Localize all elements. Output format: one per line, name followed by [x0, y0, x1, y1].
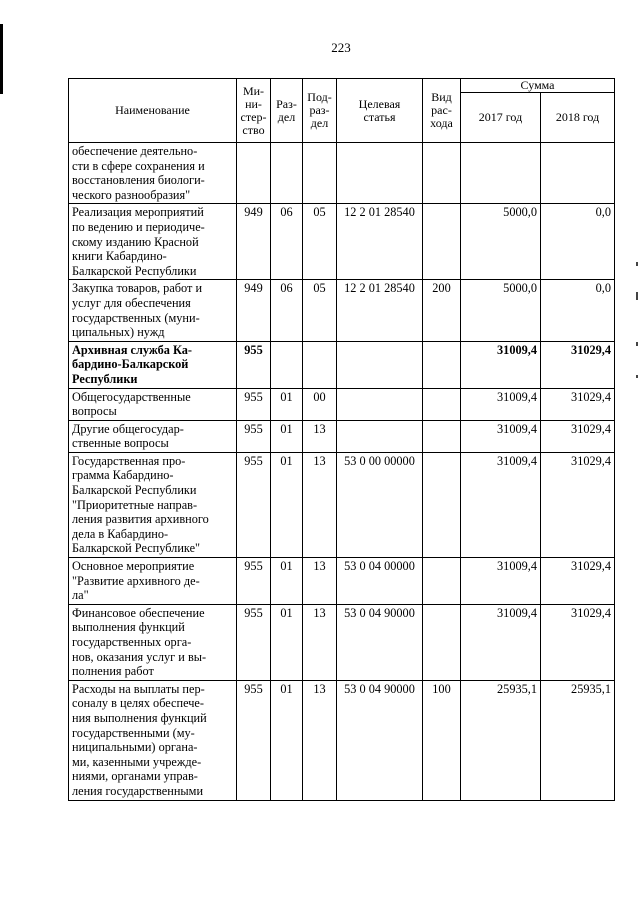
table-row	[69, 280, 615, 341]
left-margin-mark	[0, 24, 3, 94]
cell-sum-2017: 5000,0	[461, 280, 541, 341]
table-row	[69, 388, 615, 420]
header-sum: Сумма	[461, 79, 615, 93]
header-ministry: Ми- ни- стер- ство	[237, 79, 271, 143]
cell-sum-2017: 25935,1	[461, 680, 541, 800]
cell-section: 06	[271, 204, 303, 280]
cell-name: Общегосударственные вопросы	[69, 388, 237, 420]
cell-expense-type	[423, 420, 461, 452]
cell-sum-2017: 5000,0	[461, 204, 541, 280]
cell-expense-type	[423, 143, 461, 204]
cell-sum-2017: 31009,4	[461, 558, 541, 605]
cell-expense-type	[423, 388, 461, 420]
cell-ministry: 955	[237, 604, 271, 680]
cell-target-article: 53 0 00 00000	[337, 452, 423, 557]
page-number: 223	[331, 40, 351, 55]
cell-subsection: 05	[303, 280, 337, 341]
cell-ministry	[237, 143, 271, 204]
cell-ministry: 955	[237, 680, 271, 800]
cell-name: обеспечение деятельно- сти в сфере сохранения и восстановления биологи- ческого разнообразия"	[69, 143, 237, 204]
cell-subsection: 05	[303, 204, 337, 280]
cell-ministry: 955	[237, 558, 271, 605]
table-row	[69, 558, 615, 605]
cell-section	[271, 341, 303, 388]
header-expense-type: Вид рас- хода	[423, 79, 461, 143]
cell-target-article: 12 2 01 28540	[337, 204, 423, 280]
cell-ministry: 955	[237, 341, 271, 388]
cell-sum-2018: 0,0	[541, 280, 615, 341]
cell-target-article: 12 2 01 28540	[337, 280, 423, 341]
cell-expense-type	[423, 341, 461, 388]
header-section: Раз- дел	[271, 79, 303, 143]
cell-expense-type: 200	[423, 280, 461, 341]
cell-name: Финансовое обеспечение выполнения функций государственных орга- нов, оказания услуг и вы- полнения работ	[69, 604, 237, 680]
cell-subsection: 13	[303, 604, 337, 680]
cell-section: 01	[271, 604, 303, 680]
cell-section: 01	[271, 558, 303, 605]
cell-name: Закупка товаров, работ и услуг для обеспечения государственных (муни- ципальных) нужд	[69, 280, 237, 341]
cell-sum-2017: 31009,4	[461, 420, 541, 452]
table-row	[69, 452, 615, 557]
header-row	[69, 79, 615, 93]
cell-name: Государственная про- грамма Кабардино- Балкарской Республики "Приоритетные направ- ления развития архивного дела в Кабардино- Балкарской Республике"	[69, 452, 237, 557]
cell-ministry: 955	[237, 452, 271, 557]
cell-section: 06	[271, 280, 303, 341]
cell-ministry: 949	[237, 204, 271, 280]
cell-target-article	[337, 143, 423, 204]
cell-subsection: 00	[303, 388, 337, 420]
cell-name: Другие общегосудар- ственные вопросы	[69, 420, 237, 452]
table-body	[69, 143, 615, 801]
header-year-2018: 2018 год	[541, 93, 615, 143]
cell-target-article: 53 0 04 90000	[337, 680, 423, 800]
cell-sum-2018: 31029,4	[541, 420, 615, 452]
cell-name: Реализация мероприятий по ведению и периодиче- скому изданию Красной книги Кабардино- Балкарской Республики	[69, 204, 237, 280]
table-row	[69, 341, 615, 388]
cell-expense-type	[423, 558, 461, 605]
cell-target-article: 53 0 04 00000	[337, 558, 423, 605]
cell-sum-2017: 31009,4	[461, 388, 541, 420]
cell-sum-2018: 31029,4	[541, 452, 615, 557]
cell-sum-2018: 31029,4	[541, 604, 615, 680]
cell-sum-2017: 31009,4	[461, 604, 541, 680]
table-row	[69, 143, 615, 204]
right-edge-mark	[636, 262, 638, 266]
cell-subsection: 13	[303, 558, 337, 605]
cell-expense-type	[423, 452, 461, 557]
cell-name: Архивная служба Ка- бардино-Балкарской Республики	[69, 341, 237, 388]
cell-section: 01	[271, 680, 303, 800]
cell-subsection	[303, 143, 337, 204]
cell-subsection	[303, 341, 337, 388]
table-row	[69, 680, 615, 800]
cell-name: Расходы на выплаты пер- соналу в целях обеспече- ния выполнения функций государственными (му- ниципальными) органа- ми, казенными учрежде- ниями, органами управ- ления государственными	[69, 680, 237, 800]
table-row	[69, 604, 615, 680]
cell-target-article	[337, 420, 423, 452]
cell-subsection: 13	[303, 452, 337, 557]
header-year-2017: 2017 год	[461, 93, 541, 143]
cell-ministry: 955	[237, 388, 271, 420]
table-row	[69, 204, 615, 280]
cell-sum-2017	[461, 143, 541, 204]
header-target-article: Целевая статья	[337, 79, 423, 143]
cell-section: 01	[271, 452, 303, 557]
cell-ministry: 949	[237, 280, 271, 341]
table-row	[69, 420, 615, 452]
right-edge-mark	[636, 292, 638, 300]
right-edge-mark	[636, 342, 638, 346]
cell-sum-2018: 31029,4	[541, 558, 615, 605]
cell-expense-type: 100	[423, 680, 461, 800]
cell-sum-2018	[541, 143, 615, 204]
header-name: Наименование	[69, 79, 237, 143]
cell-name: Основное мероприятие "Развитие архивного де- ла"	[69, 558, 237, 605]
cell-sum-2017: 31009,4	[461, 341, 541, 388]
cell-expense-type	[423, 604, 461, 680]
cell-target-article: 53 0 04 90000	[337, 604, 423, 680]
cell-section: 01	[271, 388, 303, 420]
cell-subsection: 13	[303, 680, 337, 800]
cell-sum-2018: 25935,1	[541, 680, 615, 800]
cell-subsection: 13	[303, 420, 337, 452]
cell-ministry: 955	[237, 420, 271, 452]
cell-expense-type	[423, 204, 461, 280]
cell-section: 01	[271, 420, 303, 452]
cell-sum-2018: 31029,4	[541, 341, 615, 388]
header-subsection: Под- раз- дел	[303, 79, 337, 143]
cell-target-article	[337, 341, 423, 388]
cell-sum-2018: 0,0	[541, 204, 615, 280]
cell-sum-2017: 31009,4	[461, 452, 541, 557]
right-edge-mark	[636, 375, 638, 378]
cell-target-article	[337, 388, 423, 420]
cell-sum-2018: 31029,4	[541, 388, 615, 420]
cell-section	[271, 143, 303, 204]
budget-table	[68, 78, 615, 801]
